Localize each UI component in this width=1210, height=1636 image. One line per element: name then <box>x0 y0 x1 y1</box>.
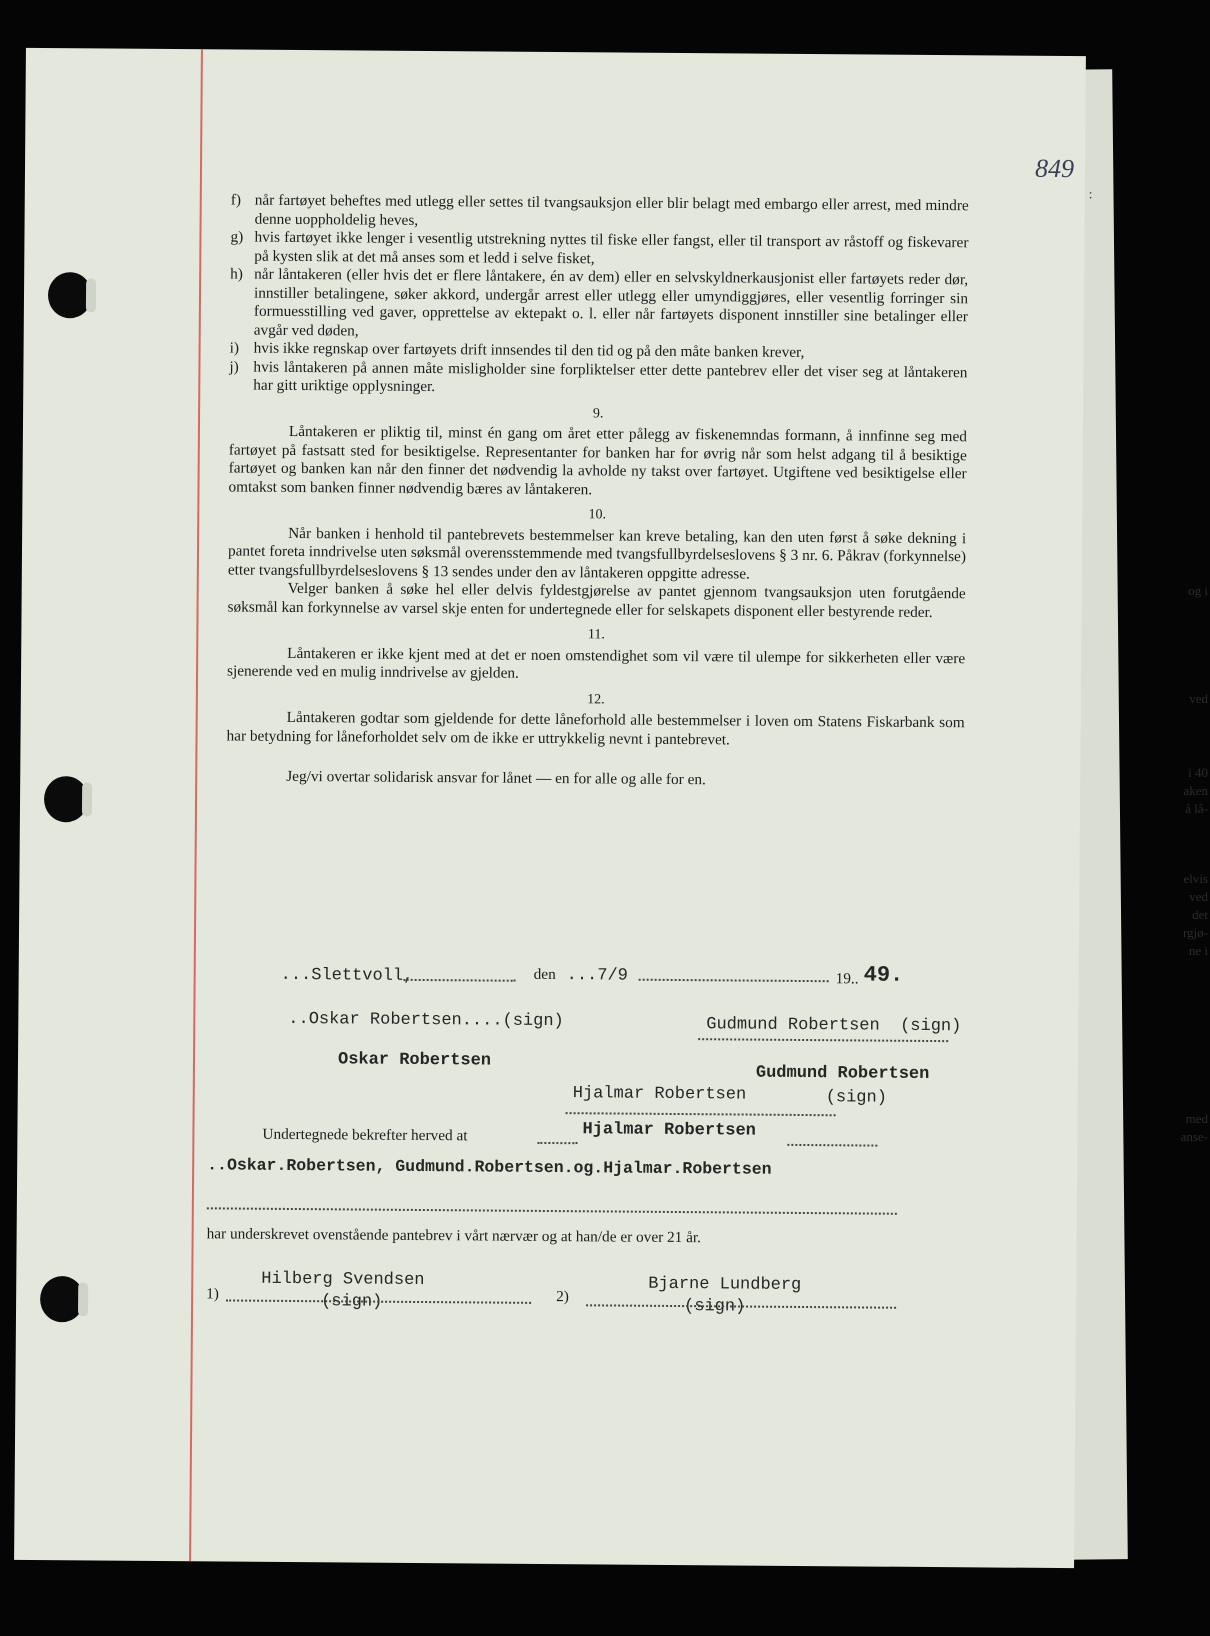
edge-fragment: anse- <box>1180 1129 1208 1144</box>
confirm-name: Hjalmar Robertsen <box>582 1120 756 1141</box>
signature-3-typed: Hjalmar Robertsen <box>572 1084 747 1105</box>
section-paragraph: Velger banken å søke hel eller delvis fyldestgjørelse av pantet gjennom tvangsauksjon uten forutgående søksmål kan forkynnelse av varsel skje enten for undertegnede eller for selskapets disponent eller bestyrende reder. <box>227 579 966 621</box>
clause-item <box>230 265 969 345</box>
place-field: ...Slettvoll, <box>280 965 414 986</box>
clause-letter: j) <box>229 357 239 376</box>
section-number: 9. <box>592 405 604 421</box>
clause-text: hvis låntakeren på annen måte misligholder sine forpliktelser etter dette pantebrev eller det viser seg at låntakeren har gitt uriktige opplysninger. <box>253 358 968 396</box>
section-paragraph: Når banken i henhold til pantebrevets bestemmelser kan kreve betaling, kan den uten først å søke dekning i pantet foreta inndrivelse uten søksmål overensstemmende med tvangsfullbyrdelseslovens § 3 nr. 6. Påkrav (forkynnelse) etter tvangsfullbyrdelseslovens § 13 sendes under den av låntakeren oppgitte adresse. <box>227 524 967 583</box>
dotted-line <box>639 979 829 982</box>
edge-fragment: i 40 <box>1188 765 1208 780</box>
names-line: ..Oskar.Robertsen, Gudmund.Robertsen.og.Hjalmar.Robertsen <box>207 1155 772 1179</box>
witness-1-sign: (sign) <box>321 1292 383 1312</box>
signature-3-sign: (sign) <box>825 1088 888 1108</box>
edge-fragment: ne i <box>1188 943 1208 958</box>
clause-item <box>230 228 968 271</box>
year-prefix: 19.. <box>835 970 859 988</box>
solidarity-statement: Jeg/vi overtar solidarisk ansvar for lånet — en for alle og alle for en. <box>286 767 706 789</box>
date-field: ...7/9 <box>566 966 628 986</box>
witness-statement: har underskrevet ovenstående pantebrev i vårt nærvær og at han/de er over 21 år. <box>206 1225 702 1247</box>
page-number: 849 <box>1034 153 1075 184</box>
edge-fragment: aken <box>1183 783 1208 798</box>
den-label: den <box>533 965 556 984</box>
page-ref-mark: : <box>1088 186 1093 202</box>
dotted-line <box>404 979 516 982</box>
clause-letter: f) <box>230 191 242 209</box>
name-2: Gudmund Robertsen <box>755 1063 930 1084</box>
punch-hole <box>40 1276 84 1322</box>
punch-hole <box>48 272 92 318</box>
clause-text: når fartøyet beheftes med utlegg eller settes til tvangsauksjon eller blir belagt med embargo eller arrest, med mindre denne uoppholdelig heves, <box>254 191 969 229</box>
edge-fragment: elvis <box>1183 871 1208 886</box>
clause-item <box>229 358 967 401</box>
body-text <box>226 191 969 791</box>
dotted-line <box>566 1112 836 1116</box>
edge-fragment: rgjø- <box>1182 925 1208 940</box>
section-paragraph: Låntakeren er pliktig til, minst én gang om året etter pålegg av fiskenemndas formann, å innfinne seg med fartøyet på fastsatt sted for besiktigelse. Representanter for banken har for øvrig når som helst adgang til å besiktige fartøyet og banken kan når den finner det nødvendig la avholde ny takst over fartøyet. Utgiftene ved besiktigelse eller omtakst som banken finner nødvendig bæres av låntakeren. <box>228 422 967 498</box>
document-page <box>14 48 1093 1568</box>
section-number: 12. <box>587 691 605 707</box>
dotted-line <box>537 1142 577 1144</box>
section-paragraph: Låntakeren er ikke kjent med at det er noen omstendighet som vil være til ulempe for sikkerheten eller være sjenerende ved en mulig inndrivelse av gjelden. <box>226 644 966 682</box>
clause-text: hvis ikke regnskap over fartøyets drift innsendes til den tid og på den måte banken krever, <box>253 339 805 361</box>
confirm-label: Undertegnede bekrefter herved at <box>262 1125 468 1145</box>
clause-letter: g) <box>230 228 244 246</box>
witness-2-label: 2) <box>556 1288 569 1306</box>
section-list <box>226 402 967 751</box>
clause-letter: i) <box>229 339 240 357</box>
edge-fragment: det <box>1192 907 1208 922</box>
clause-letter: h) <box>230 265 244 283</box>
section-paragraph: Låntakeren godtar som gjeldende for dette låneforhold alle bestemmelser i loven om Statens Fiskarbank som har betydning for låneforholdet selv om de ikke er uttrykkelig nevnt i pantebrevet. <box>226 708 965 748</box>
clause-list <box>229 191 969 400</box>
section-number: 11. <box>587 627 605 643</box>
witness-2-sign: (sign) <box>684 1297 746 1317</box>
dotted-line <box>698 1038 948 1042</box>
edge-fragment: ved <box>1189 691 1208 706</box>
edge-fragment: og i <box>1188 583 1208 598</box>
edge-fragment: å lå- <box>1185 801 1208 816</box>
witness-1-label: 1) <box>206 1285 219 1303</box>
signature-2-typed: Gudmund Robertsen (sign) <box>706 1015 962 1037</box>
clause-text: når låntakeren (eller hvis det er flere låntakere, én av dem) eller en selvskyldnerkausjonist eller fartøyets reder dør, innstiller betalingene, søker akkord, undergår arrest eller utlegg eller umyndiggjøres, eller vesentlig forringer sin formuesstilling ved gaver, opprettelse av ektepakt o. l. eller når fartøyets disponent innstiller sine betalinger eller avgår ved døden, <box>253 265 969 339</box>
section-number: 10. <box>588 507 607 523</box>
margin-rule <box>189 49 203 1561</box>
dotted-line <box>207 1207 897 1214</box>
year-field: 49. <box>863 962 904 988</box>
witness-2-name: Bjarne Lundberg <box>648 1274 802 1295</box>
dotted-line <box>787 1144 877 1147</box>
name-1: Oskar Robertsen <box>337 1050 492 1071</box>
edge-fragment: med <box>1185 1111 1208 1126</box>
clause-item <box>231 191 969 234</box>
punch-hole <box>44 776 88 822</box>
edge-fragment: ved <box>1189 889 1208 904</box>
witness-1-name: Hilberg Svendsen <box>261 1269 425 1291</box>
signature-1-typed: ..Oskar Robertsen....(sign) <box>288 1009 564 1032</box>
clause-text: hvis fartøyet ikke lenger i vesentlig utstrekning nyttes til fiske eller fangst, eller til transport av råstoff og fiskevarer på kysten slik at det må anses som et ledd i selve fisket, <box>254 228 969 267</box>
